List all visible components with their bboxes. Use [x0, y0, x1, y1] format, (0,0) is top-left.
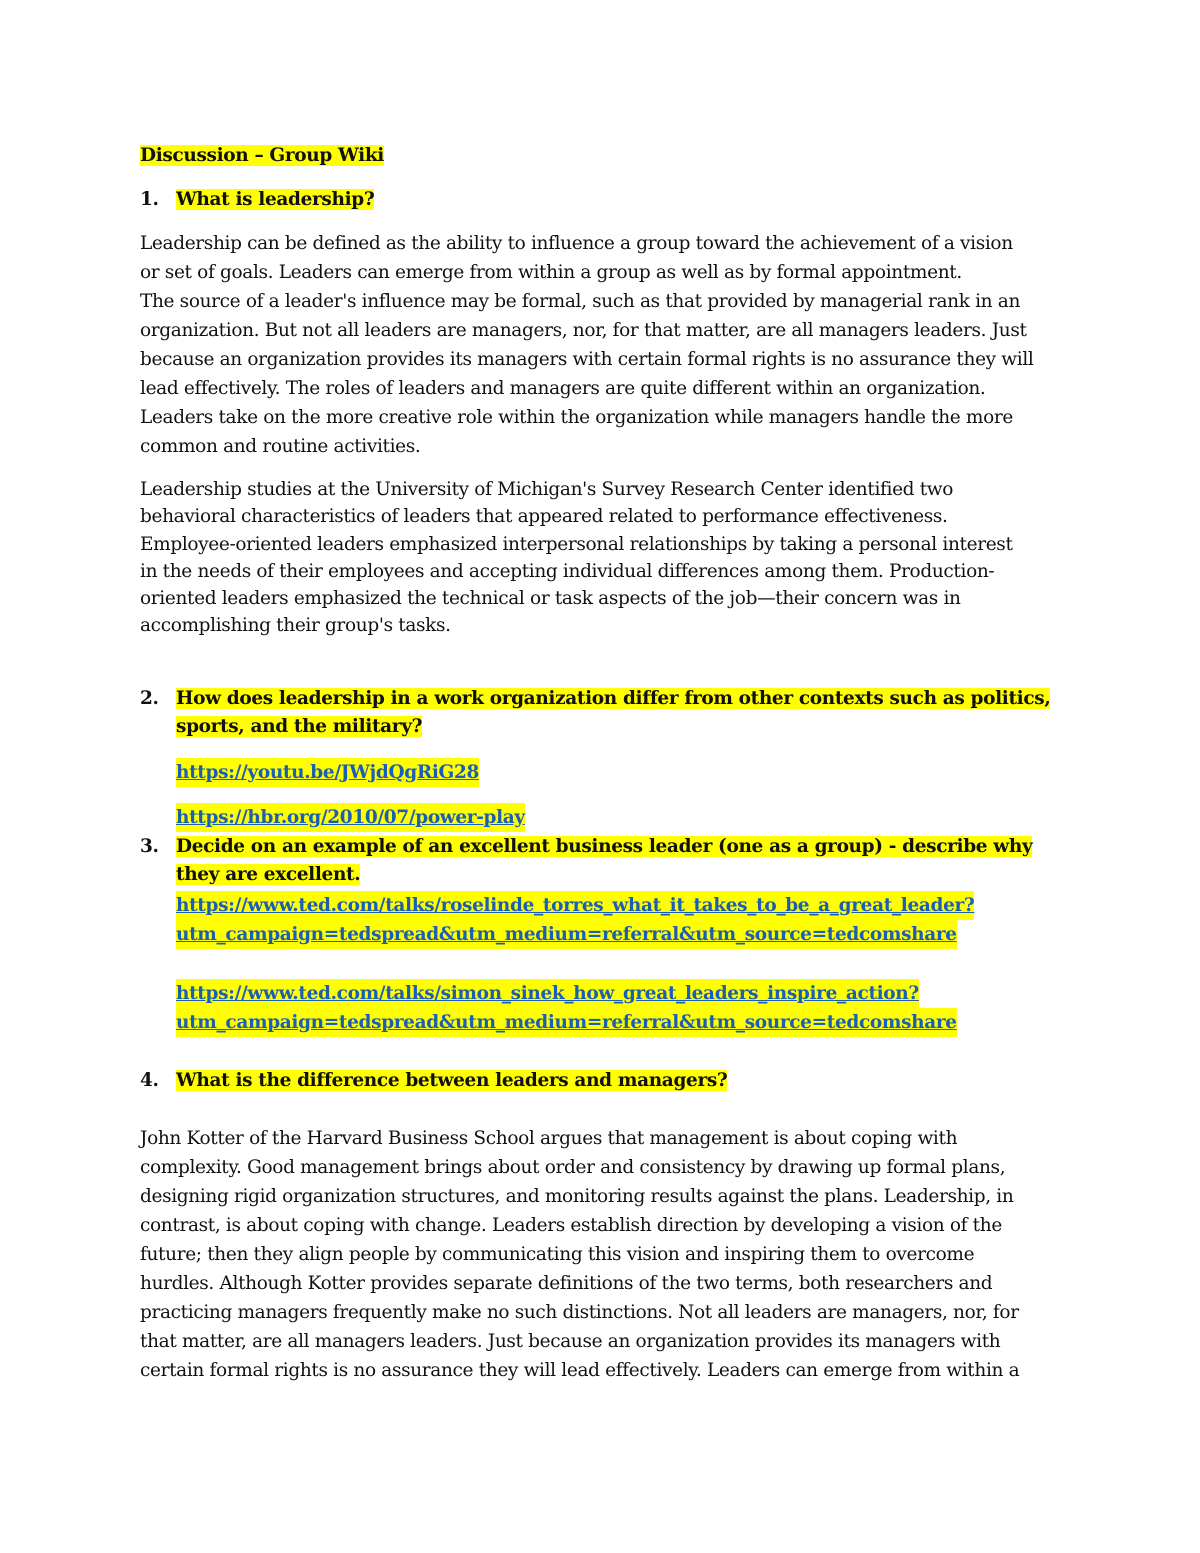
paragraph-line: because an organization provides its managers with certain formal rights is no assurance they will	[140, 349, 1034, 370]
paragraph-line: in the needs of their employees and accepting individual differences among them. Production-	[140, 560, 995, 582]
question-4-number: 4.	[140, 1070, 159, 1091]
paragraph-line: certain formal rights is no assurance they will lead effectively. Leaders can emerge from within a	[140, 1360, 1020, 1381]
paragraph-leadership-definition	[140, 229, 1070, 461]
document-title	[140, 140, 384, 172]
question-4-text: What is the difference between leaders and managers?	[176, 1070, 728, 1091]
question-3-line-2: they are excellent.	[176, 864, 361, 885]
question-2-line-1: How does leadership in a work organization differ from other contexts such as politics,	[176, 688, 1051, 709]
paragraph-line: complexity. Good management brings about order and consistency by drawing up formal plans,	[140, 1157, 1006, 1178]
paragraph-line: Leaders take on the more creative role within the organization while managers handle the more	[140, 407, 1014, 428]
paragraph-line: Leadership can be defined as the ability to influence a group toward the achievement of a vision	[140, 233, 1013, 254]
paragraph-line: future; then they align people by communicating this vision and inspiring them to overcome	[140, 1244, 975, 1265]
paragraph-line: John Kotter of the Harvard Business School argues that management is about coping with	[140, 1128, 958, 1149]
paragraph-line: designing rigid organization structures, and monitoring results against the plans. Leadership, in	[140, 1186, 1014, 1207]
paragraph-line: contrast, is about coping with change. Leaders establish direction by developing a vision of the	[140, 1215, 1002, 1236]
question-1	[140, 186, 1060, 214]
link-ted-simon-sinek[interactable]: https://www.ted.com/talks/simon_sinek_how_great_leaders_inspire_action?	[176, 979, 919, 1008]
question-1-number: 1.	[140, 189, 159, 210]
question-2-number: 2.	[140, 688, 159, 709]
paragraph-line: The source of a leader's influence may be formal, such as that provided by managerial rank in an	[140, 291, 1021, 312]
paragraph-line: oriented leaders emphasized the technical or task aspects of the job—their concern was in	[140, 588, 961, 610]
link-hbr-power-play[interactable]: https://hbr.org/2010/07/power-play	[176, 803, 525, 832]
title-text: Discussion – Group Wiki	[140, 145, 384, 166]
question-3-line-1: Decide on an example of an excellent business leader (one as a group) - describe why	[176, 836, 1033, 857]
paragraph-michigan-studies	[140, 476, 1070, 640]
paragraph-line: behavioral characteristics of leaders that appeared related to performance effectiveness.	[140, 506, 948, 528]
paragraph-line: accomplishing their group's tasks.	[140, 615, 451, 637]
paragraph-line: organization. But not all leaders are managers, nor, for that matter, are all managers leaders. Just	[140, 320, 1027, 341]
question-3	[140, 833, 1060, 889]
link-ted-simon-sinek-params[interactable]: utm_campaign=tedspread&utm_medium=referral&utm_source=tedcomshare	[176, 1008, 957, 1037]
paragraph-line: Leadership studies at the University of Michigan's Survey Research Center identified two	[140, 479, 954, 500]
paragraph-kotter	[140, 1124, 1070, 1385]
paragraph-line: that matter, are all managers leaders. Just because an organization provides its managers with	[140, 1331, 1001, 1352]
question-2-line-2: sports, and the military?	[176, 716, 423, 737]
question-2	[140, 685, 1060, 741]
paragraph-line: lead effectively. The roles of leaders and managers are quite different within an organization.	[140, 378, 986, 399]
link-ted-roselinde-torres[interactable]: https://www.ted.com/talks/roselinde_torres_what_it_takes_to_be_a_great_leader?	[176, 891, 974, 920]
paragraph-line: hurdles. Although Kotter provides separate definitions of the two terms, both researchers and	[140, 1273, 993, 1294]
question-3-number: 3.	[140, 836, 159, 857]
paragraph-line: practicing managers frequently make no such distinctions. Not all leaders are managers, nor, for	[140, 1302, 1019, 1323]
paragraph-line: or set of goals. Leaders can emerge from within a group as well as by formal appointment.	[140, 262, 962, 283]
link-ted-roselinde-torres-params[interactable]: utm_campaign=tedspread&utm_medium=referral&utm_source=tedcomshare	[176, 920, 957, 949]
question-1-text: What is leadership?	[176, 189, 375, 210]
link-youtube[interactable]: https://youtu.be/JWjdQgRiG28	[176, 758, 479, 787]
question-4	[140, 1067, 1060, 1095]
paragraph-line: common and routine activities.	[140, 436, 421, 457]
paragraph-line: Employee-oriented leaders emphasized interpersonal relationships by taking a personal interest	[140, 533, 1013, 555]
